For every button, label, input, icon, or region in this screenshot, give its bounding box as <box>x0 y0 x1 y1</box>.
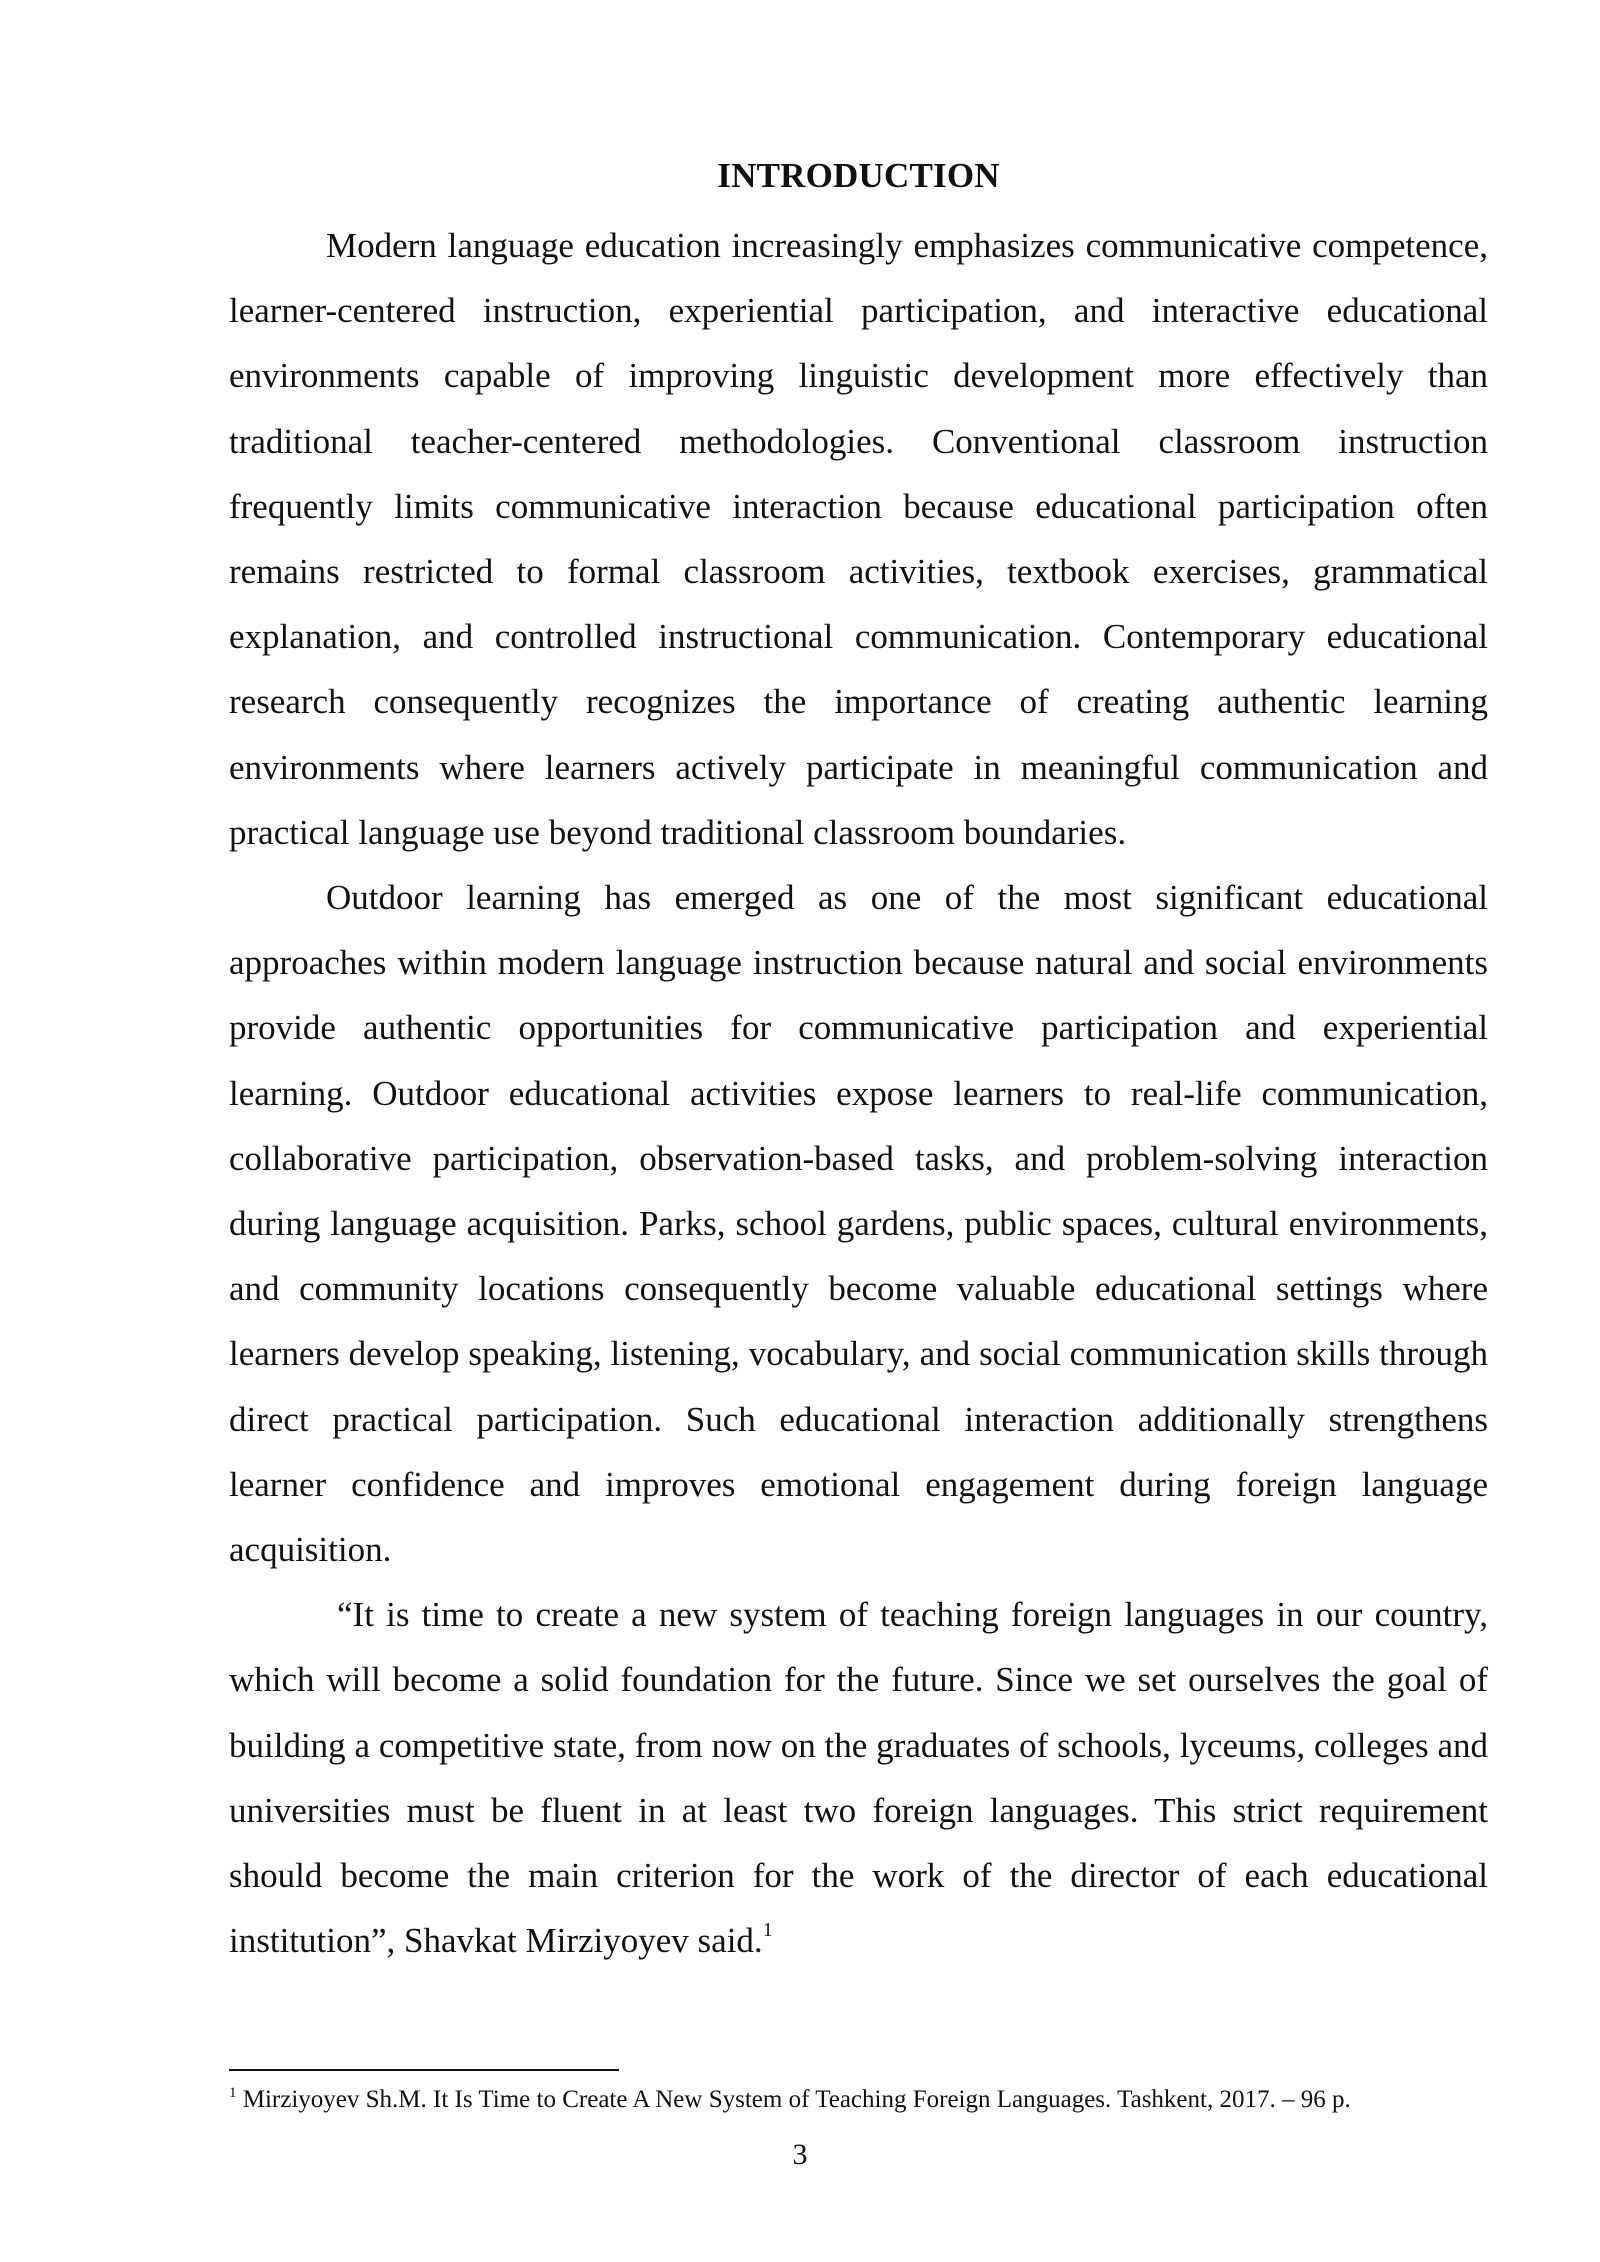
quote-text: “It is time to create a new system of teaching foreign languages in our country, which will become a solid foundation for the future. Since we set ourselves the goal of building a competitive state, from now on the graduates of schools, lyceums, colleges and universities must be fluent in at least two foreign languages. This strict requirement should become the main criterion for the work of the director of each educational institution”, Shavkat Mirziyoyev said. <box>229 1595 1488 1961</box>
paragraph-2: Outdoor learning has emerged as one of the most significant educational approaches within modern language instruction because natural and social environments provide authentic opportunities for communicative participation and experiential learning. Outdoor educational activities expose learners to real-life communication, collaborative participation, observation-based tasks, and problem-solving interaction during language acquisition. Parks, school gardens, public spaces, cultural environments, and community locations consequently become valuable educational settings where learners develop speaking, listening, vocabulary, and social communication skills through direct practical participation. Such educational interaction additionally strengthens learner confidence and improves emotional engagement during foreign language acquisition. <box>229 878 1488 1570</box>
page-body <box>229 148 1488 1973</box>
footnote-separator <box>229 2069 619 2071</box>
footnote-marker: 1 <box>229 2085 237 2101</box>
footnote-text: Mirziyoyev Sh.M. It Is Time to Create A New System of Teaching Foreign Languages. Tashkent, 2017. – 96 p. <box>236 2086 1351 2113</box>
quote-paragraph <box>229 1582 1488 1973</box>
footnote-reference: 1 <box>762 1919 773 1942</box>
page-title: INTRODUCTION <box>717 156 1000 195</box>
paragraph-1: Modern language education increasingly emphasizes communicative competence, learner-centered instruction, experiential participation, and interactive educational environments capable of improving linguistic development more effectively than traditional teacher-centered methodologies. Conventional classroom instruction frequently limits communicative interaction because educational participation often remains restricted to formal classroom activities, textbook exercises, grammatical explanation, and controlled instructional communication. Contemporary educational research consequently recognizes the importance of creating authentic learning environments where learners actively participate in meaningful communication and practical language use beyond traditional classroom boundaries. <box>229 226 1488 852</box>
page-number: 3 <box>792 2138 808 2171</box>
footnote <box>229 2082 1529 2118</box>
